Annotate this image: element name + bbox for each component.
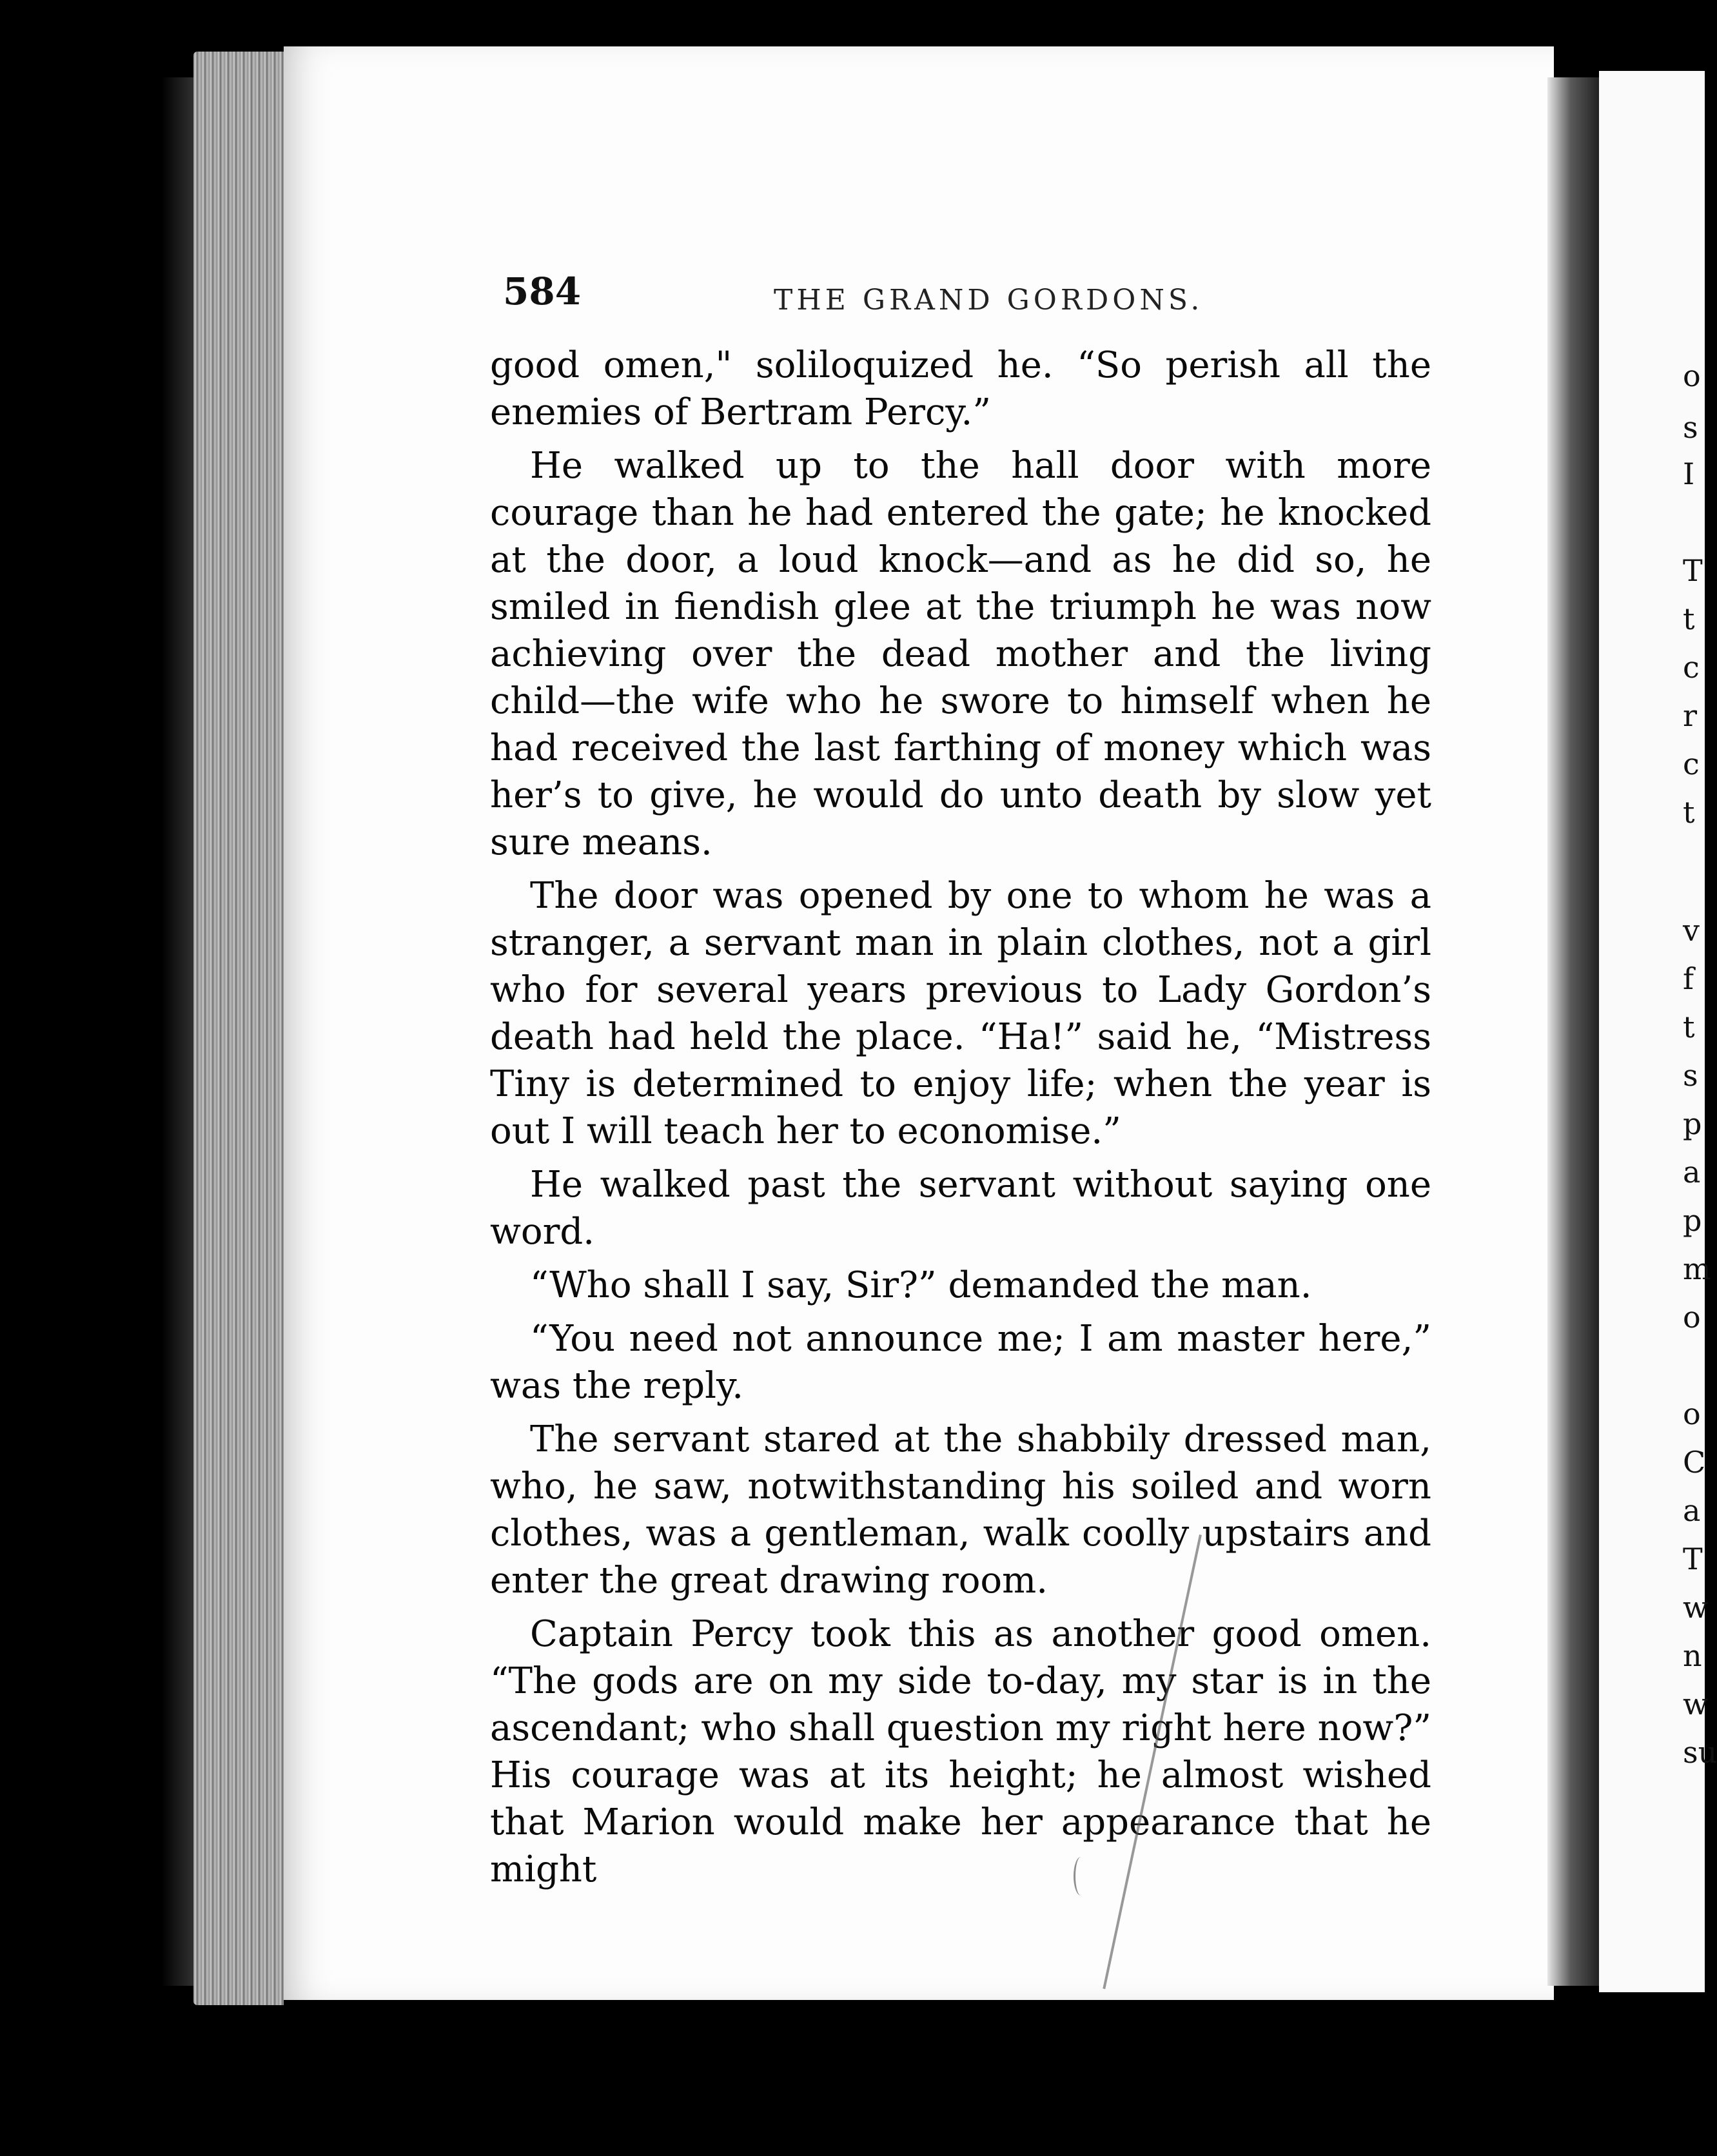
right-page-fragment: I bbox=[1683, 456, 1695, 491]
right-page-fragment: o bbox=[1683, 358, 1701, 393]
right-page-fragment: n bbox=[1683, 1638, 1702, 1673]
right-page-fragment: C bbox=[1683, 1445, 1706, 1480]
right-page-fragment: m bbox=[1683, 1251, 1711, 1286]
paragraph: He walked past the servant without saying one word. bbox=[490, 1164, 1431, 1253]
right-page-fragment: a bbox=[1683, 1155, 1701, 1190]
right-page-fragment: t bbox=[1683, 602, 1695, 636]
right-page-fragment: o bbox=[1683, 1396, 1701, 1431]
paragraph: He walked up to the hall door with more courage than he had entered the gate; he knocked at the door, a loud knock—and as he did so, he smiled in fiendish glee at the triumph he was now achieving over the dead mother and the living child—the wife who he swore to himself when he had received the last farthing of money which was her’s to give, he would do unto death by slow yet sure means. bbox=[490, 445, 1431, 863]
book-gutter bbox=[1547, 77, 1599, 1986]
paragraph: “Who shall I say, Sir?” demanded the man. bbox=[530, 1264, 1312, 1306]
page-edges bbox=[193, 52, 284, 2005]
paragraph: good omen," soliloquized he. “So perish all the enemies of Bertram Percy.” bbox=[490, 344, 1431, 433]
right-page-fragment: c bbox=[1683, 650, 1700, 685]
right-page-fragment: r bbox=[1683, 698, 1697, 733]
right-page-fragment: c bbox=[1683, 747, 1700, 781]
right-page-fragment: o bbox=[1683, 1300, 1701, 1335]
paragraph: The door was opened by one to whom he was a stranger, a servant man in plain clothes, not a girl who for several years previous to Lady Gordon’s death had held the place. “Ha!” said he, “Mistress Tiny is determined to enjoy life; when the year is out I will teach her to economise.” bbox=[490, 875, 1431, 1152]
paragraph: “You need not announce me; I am master here,” was the reply. bbox=[490, 1318, 1431, 1407]
right-page-fragment: T bbox=[1683, 553, 1703, 588]
right-page-fragment: w bbox=[1683, 1590, 1709, 1625]
right-page-fragment: s bbox=[1683, 410, 1698, 445]
ink-smudge bbox=[1074, 1857, 1088, 1896]
right-page-fragment: a bbox=[1683, 1493, 1701, 1528]
right-page-fragment: w bbox=[1683, 1687, 1709, 1721]
right-page-fragment: t bbox=[1683, 1010, 1695, 1044]
running-title: THE GRAND GORDONS. bbox=[774, 284, 1204, 317]
body-text bbox=[490, 342, 1431, 1899]
right-page-fragment: s bbox=[1683, 1058, 1698, 1093]
page-number: 584 bbox=[503, 270, 582, 313]
right-page-fragment: p bbox=[1683, 1106, 1702, 1141]
right-page-fragment: f bbox=[1683, 961, 1694, 996]
right-page-fragment: v bbox=[1683, 913, 1700, 948]
right-page-fragment: su bbox=[1683, 1735, 1717, 1770]
paragraph: Captain Percy took this as another good omen. “The gods are on my side to-day, my star is in the ascendant; who shall question my right here now?” His courage was at its height; he almost wished that Marion would make her appearance that he might bbox=[490, 1613, 1431, 1890]
right-page-fragment: T bbox=[1683, 1542, 1703, 1576]
right-page-fragment: t bbox=[1683, 795, 1695, 830]
paragraph: The servant stared at the shabbily dressed man, who, he saw, notwithstanding his soiled and worn clothes, was a gentleman, walk coolly upstairs and enter the great drawing room. bbox=[490, 1418, 1431, 1602]
right-page-fragment: p bbox=[1683, 1203, 1702, 1238]
